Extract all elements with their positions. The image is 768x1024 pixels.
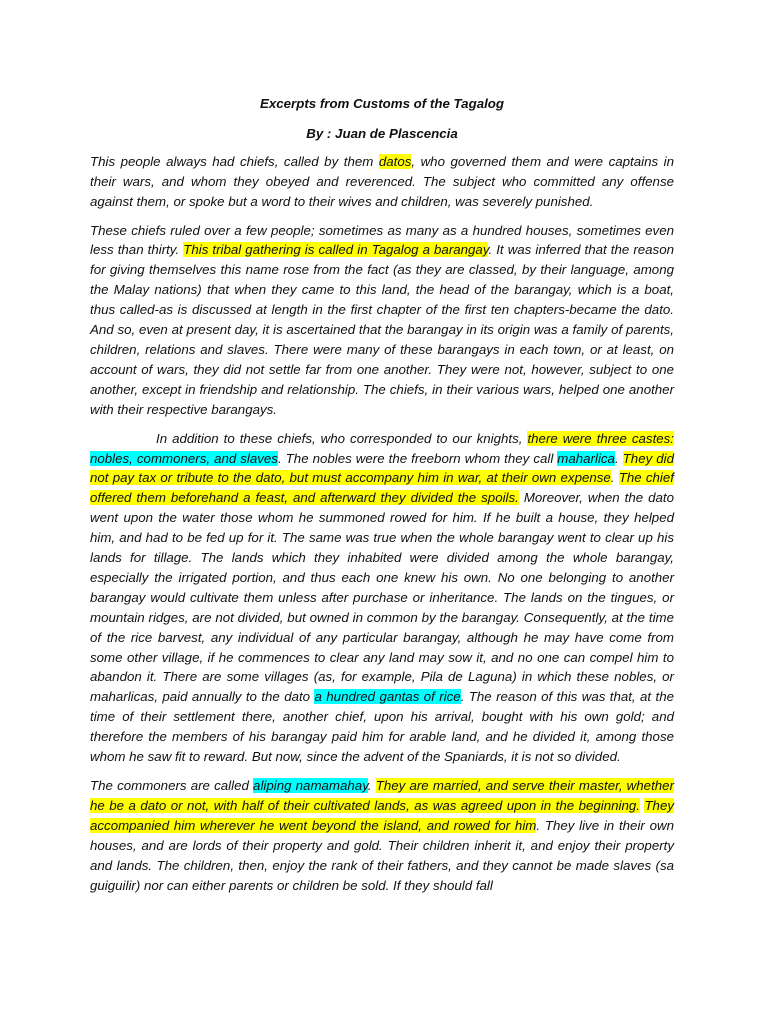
highlighted-text: They did not pay tax or tribute to the dato, but must accompany him in war, at their own expense (90, 450, 674, 486)
document-author: By : Juan de Plascencia (306, 125, 458, 141)
highlighted-text: datos (378, 153, 412, 169)
paragraph (90, 429, 674, 767)
paragraph-text: . It was inferred that the reason for giving themselves this name rose from the fact (as they are classed, by their language, among the Malay nations) that when they came to this land, the head of the barangay, which is a boat, thus called-as is discussed at length in the first chapter of the first ten chapters-became the dato. And so, even at present day, it is ascertained that the barangay in its origin was a family of parents, children, relations and slaves. There were many of these barangays in each town, or at least, on account of wars, they did not settle far from one another. They were not, however, subject to one another, except in friendship and relationship. The chiefs, in their various wars, helped one another with their respective barangays. (90, 242, 674, 417)
paragraph-text: . (367, 778, 376, 793)
paragraph (90, 776, 674, 895)
highlighted-text: The chief offered them beforehand a feast, and afterward they divided the spoils. (90, 470, 674, 506)
highlighted-text: This tribal gathering is called in Tagalog a barangay (183, 242, 489, 258)
paragraph-text: Moreover, when the dato went upon the water those whom he summoned rowed for him. If he built a house, they helped him, and had to be fed up for it. The same was true when the whole barangay went to clear up his lands for tillage. The lands which they inhabited were divided among the whole barangay, especially the irrigated portion, and thus each one knew his own. No one belonging to another barangay would cultivate them unless after purchase or inheritance. The lands on the tingues, or mountain ridges, are not divided, but owned in common by the barangay. Consequently, at the time of the rice barvest, any individual of any particular barangay, although he may have come from some other village, if he commences to clear any land may sow it, and no one can compel him to abandon it. There are some villages (as, for example, Pila de Laguna) in which these nobles, or maharlicas, paid annually to the dato (90, 490, 674, 705)
document-body (90, 152, 674, 896)
paragraph-text: The commoners are called (90, 778, 254, 793)
paragraph (90, 152, 674, 212)
paragraph-text: . The reason of this was that, at the time of their settlement there, another chief, upon his arrival, bought with his own gold; and therefore the members of his barangay paid him for arable land, and he divided it, among those whom he saw fit to reward. But now, since the advent of the Spaniards, it is not so divided. (90, 689, 674, 765)
highlighted-text: maharlica (557, 450, 615, 466)
paragraph-text: . They live in their own houses, and are lords of their property and gold. Their children inherit it, and enjoy their property and lands. The children, then, enjoy the rank of their fathers, and they cannot be made slaves (sa guiguilir) nor can either parents or children be sold. If they should fall (90, 817, 674, 893)
paragraph-text: In addition to these chiefs, who corresponded to our knights, (156, 430, 528, 446)
paragraph-text: , who governed them and were captains in their wars, and whom they obeyed and reverenced. The subject who committed any offense against them, or spoke but a word to their wives and children, was severely punished. (90, 153, 674, 209)
highlighted-text: They accompanied him wherever he went beyond the island, and rowed for him (90, 797, 674, 833)
highlighted-text: nobles, commoners, and slaves (90, 450, 278, 466)
paragraph-text: . (610, 470, 619, 486)
document-page (90, 94, 674, 904)
paragraph (90, 221, 674, 420)
document-title: Excerpts from Customs of the Tagalog (259, 96, 505, 111)
highlighted-text: a hundred gantas of rice (314, 689, 461, 705)
highlighted-text: They are married, and serve their master, whether he be a dato or not, with half of their cultivated lands, as was agreed upon in the beginning. (90, 778, 674, 813)
paragraph-text: . The nobles were the freeborn whom they call (277, 450, 558, 466)
highlighted-text: aliping namamahay (253, 778, 368, 793)
paragraph-text: This people always had chiefs, called by them (90, 153, 379, 169)
highlighted-text: there were three castes: (527, 430, 674, 446)
paragraph-text: These chiefs ruled over a few people; sometimes as many as a hundred houses, sometimes even less than thirty. (90, 222, 674, 258)
paragraph-text: . (614, 450, 623, 466)
